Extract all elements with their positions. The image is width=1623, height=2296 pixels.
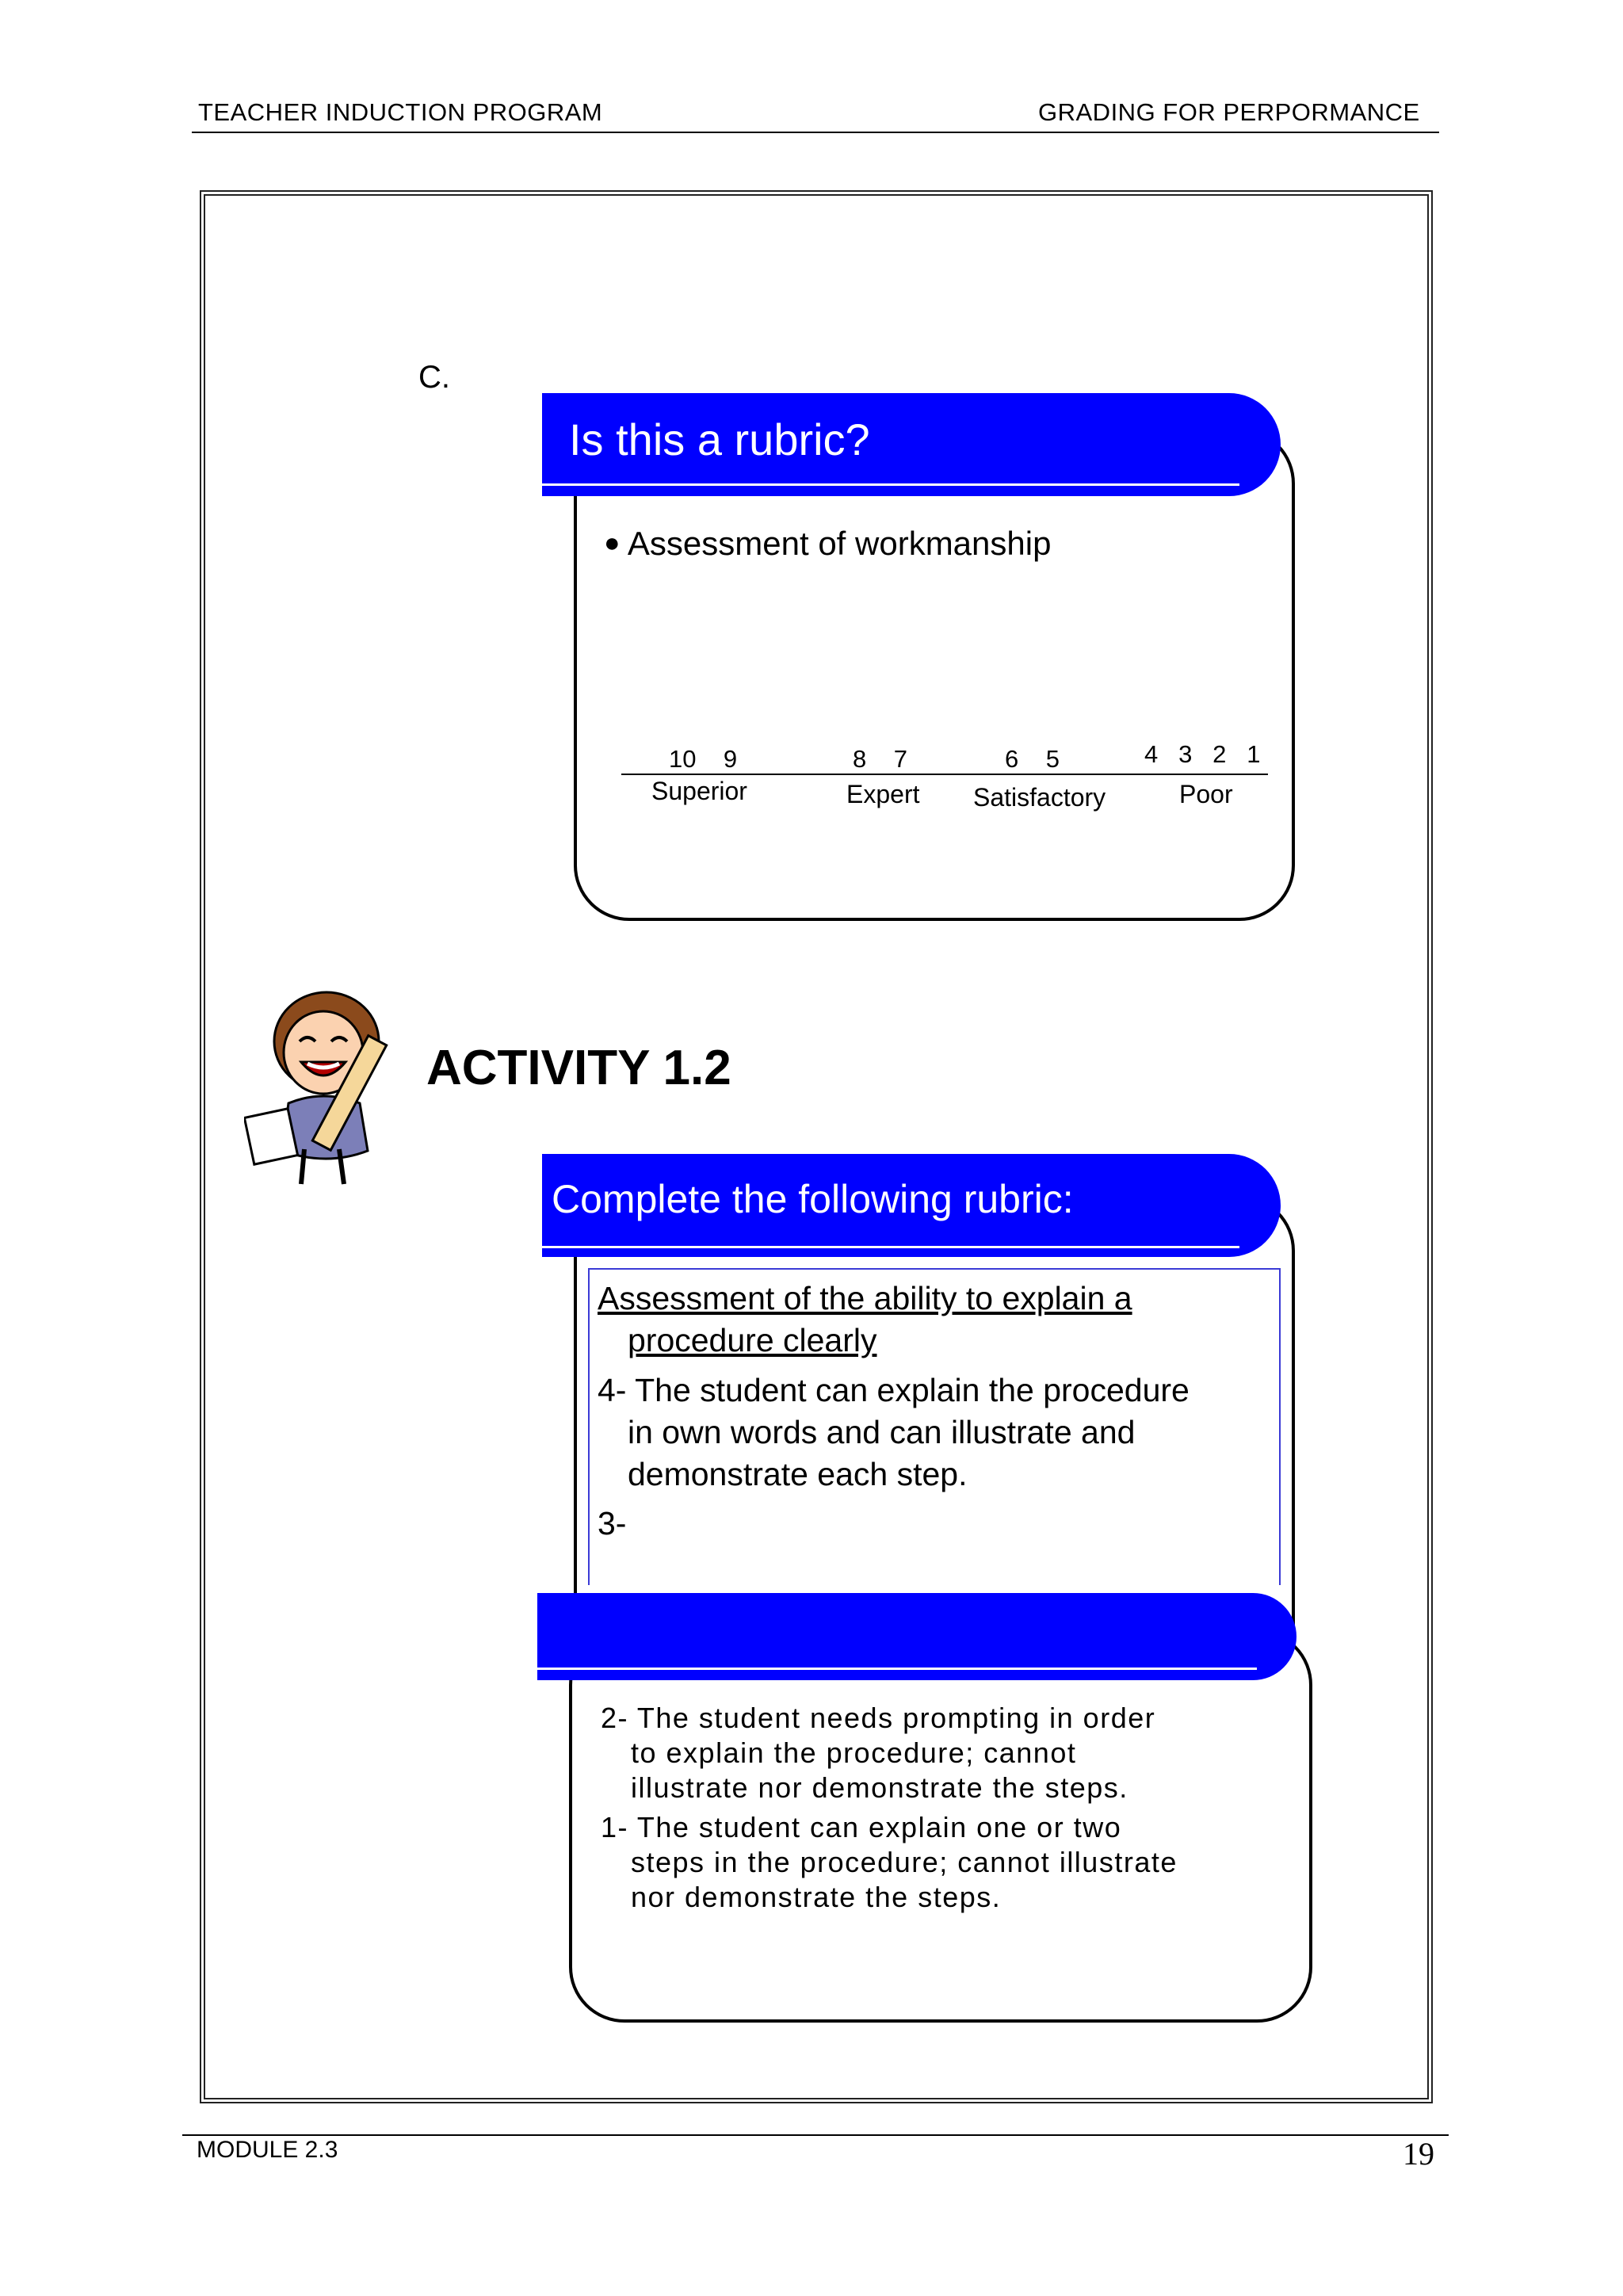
scale-label-superior: Superior bbox=[651, 777, 747, 805]
scale-poor-numbers: 4 3 2 1 bbox=[1144, 740, 1261, 768]
slide-3-item-2-line-3: illustrate nor demonstrate the steps. bbox=[631, 1771, 1128, 1804]
activity-title: ACTIVITY 1.2 bbox=[426, 1041, 731, 1095]
slide-1-bullet bbox=[604, 525, 1051, 563]
slide-2-banner-rule bbox=[542, 1246, 1239, 1248]
slide-3-item-1-line-3: nor demonstrate the steps. bbox=[631, 1881, 1002, 1913]
slide-1-bullet-text: Assessment of workmanship bbox=[627, 525, 1052, 562]
page-number: 19 bbox=[1403, 2136, 1434, 2172]
slide-1-title: Is this a rubric? bbox=[569, 415, 870, 464]
scale-expert-numbers: 8 7 bbox=[853, 745, 907, 773]
slide-1 bbox=[574, 428, 1295, 921]
slide-2-item-4 bbox=[598, 1370, 1263, 1496]
slide-3-banner-rule bbox=[537, 1668, 1257, 1670]
header-rule bbox=[192, 132, 1439, 133]
slide-2-item-4-line-3: demonstrate each step. bbox=[628, 1456, 968, 1492]
scale-satisfactory-numbers: 6 5 bbox=[1005, 745, 1060, 773]
scale-label-poor: Poor bbox=[1179, 780, 1233, 808]
header-right: GRADING FOR PERPORMANCE bbox=[1038, 98, 1420, 126]
scale-superior-numbers: 10 9 bbox=[669, 745, 738, 773]
slide-2-item-4-line-1: 4- The student can explain the procedure bbox=[598, 1372, 1190, 1408]
teacher-clipart-icon bbox=[244, 986, 399, 1189]
scale-label-satisfactory: Satisfactory bbox=[973, 783, 1106, 812]
slide-3-item-2 bbox=[601, 1701, 1282, 1805]
slide-2-title: Complete the following rubric: bbox=[552, 1177, 1074, 1221]
slide-2-item-4-line-2: in own words and can illustrate and bbox=[628, 1414, 1136, 1450]
slide-2-item-3: 3- bbox=[598, 1505, 627, 1541]
section-label: C. bbox=[418, 360, 450, 395]
slide-2-heading bbox=[598, 1278, 1263, 1362]
scale-line bbox=[621, 774, 1268, 775]
slide-2-heading-line-1: Assessment of the ability to explain a bbox=[598, 1280, 1132, 1316]
slide-1-banner-rule bbox=[542, 483, 1239, 486]
slide-3-item-1-line-2: steps in the procedure; cannot illustrate bbox=[631, 1846, 1178, 1878]
slide-3-item-1 bbox=[601, 1810, 1282, 1915]
bullet-dot-icon: ● bbox=[604, 528, 621, 558]
slide-3-item-1-line-1: 1- The student can explain one or two bbox=[601, 1811, 1122, 1843]
footer-module: MODULE 2.3 bbox=[197, 2137, 338, 2163]
slide-2-heading-line-2: procedure clearly bbox=[628, 1322, 877, 1358]
footer-rule bbox=[182, 2134, 1449, 2136]
slide-3-item-2-line-1: 2- The student needs prompting in order bbox=[601, 1702, 1156, 1734]
scale-label-expert: Expert bbox=[846, 780, 920, 808]
header-left: TEACHER INDUCTION PROGRAM bbox=[198, 98, 603, 126]
slide-3-item-2-line-2: to explain the procedure; cannot bbox=[631, 1736, 1077, 1769]
